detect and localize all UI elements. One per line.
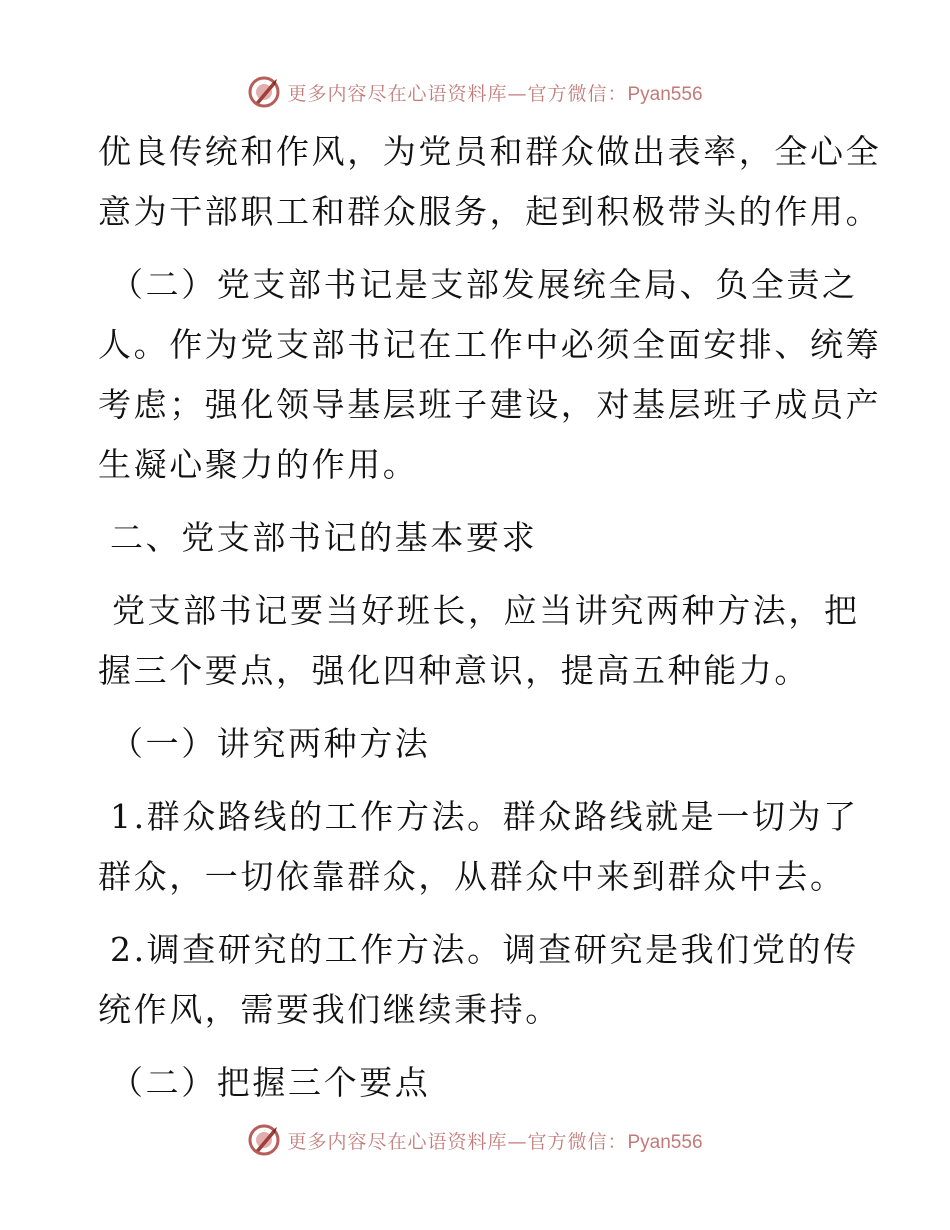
paragraph: [98, 581, 858, 701]
text-line: 优良传统和作风，为党员和群众做出表率，全心全: [98, 132, 882, 171]
text-line: （二）党支部书记是支部发展统全局、负全责之: [110, 265, 858, 304]
footer-watermark: [0, 1120, 950, 1160]
text-line: 2.调查研究的工作方法。调查研究是我们党的传: [110, 930, 859, 969]
heading-line: （二）把握三个要点: [110, 1063, 431, 1102]
paragraph: [98, 255, 882, 495]
text-line: 统作风，需要我们继续秉持。: [98, 990, 561, 1029]
text-line: 人。作为党支部书记在工作中必须全面安排、统筹: [98, 325, 882, 364]
text-line: 党支部书记要当好班长，应当讲究两种方法，把: [112, 591, 860, 630]
document-body: [98, 122, 882, 1113]
heading-line: （一）讲究两种方法: [110, 724, 431, 763]
section-heading: [98, 508, 858, 568]
header-watermark: [0, 72, 950, 112]
heading-line: 二、党支部书记的基本要求: [110, 518, 538, 557]
quill-pen-seal-icon: [247, 75, 281, 109]
text-line: 1.群众路线的工作方法。群众路线就是一切为了: [110, 797, 859, 836]
text-line: 握三个要点，强化四种意识，提高五种能力。: [98, 651, 810, 690]
text-line: 群众，一切依靠群众，从群众中来到群众中去。: [98, 857, 846, 896]
text-line: 生凝心聚力的作用。: [98, 445, 419, 484]
text-line: 考虑；强化领导基层班子建设，对基层班子成员产: [98, 385, 882, 424]
watermark-text: 更多内容尽在心语资料库—官方微信：Pyan556: [287, 82, 703, 105]
quill-pen-seal-icon: [247, 1123, 281, 1157]
paragraph: [98, 787, 858, 907]
subsection-heading: [98, 714, 858, 774]
paragraph: [98, 122, 882, 242]
paragraph: [98, 920, 858, 1040]
text-line: 意为干部职工和群众服务，起到积极带头的作用。: [98, 192, 882, 231]
subsection-heading: [98, 1053, 858, 1113]
watermark-text: 更多内容尽在心语资料库—官方微信：Pyan556: [287, 1130, 703, 1153]
